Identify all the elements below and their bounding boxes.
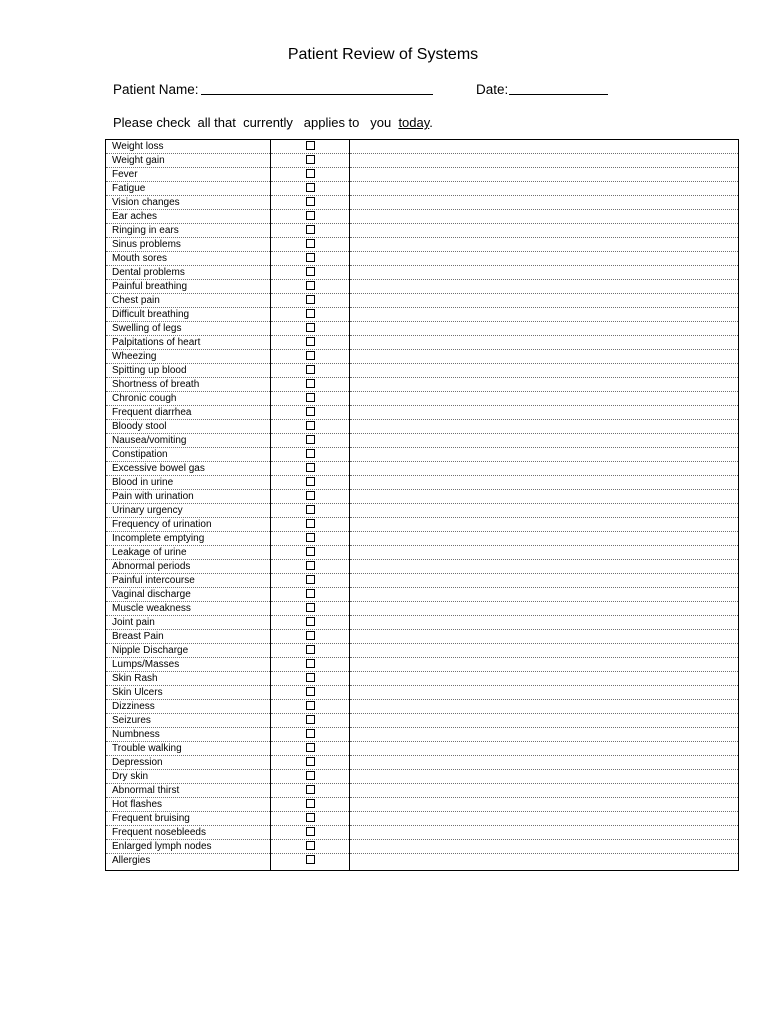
table-row [106,784,739,798]
checkbox-cell [271,756,350,770]
checkbox-cell [271,574,350,588]
notes-cell[interactable] [350,756,739,770]
table-row [106,308,739,322]
symptom-label: Blood in urine [106,476,271,490]
table-row [106,392,739,406]
symptom-label: Joint pain [106,616,271,630]
checkbox-cell [271,588,350,602]
symptom-checkbox[interactable] [306,491,315,500]
checkbox-cell [271,266,350,280]
symptom-label: Hot flashes [106,798,271,812]
symptom-checkbox[interactable] [306,659,315,668]
checkbox-cell [271,784,350,798]
table-row [106,728,739,742]
checkbox-cell [271,630,350,644]
symptom-label: Sinus problems [106,238,271,252]
checkbox-cell [271,504,350,518]
symptom-label: Lumps/Masses [106,658,271,672]
notes-cell[interactable] [350,490,739,504]
symptom-checkbox[interactable] [306,701,315,710]
checkbox-cell [271,602,350,616]
symptom-checkbox[interactable] [306,351,315,360]
notes-cell[interactable] [350,280,739,294]
checkbox-cell [271,182,350,196]
table-row [106,658,739,672]
notes-cell[interactable] [350,672,739,686]
checkbox-cell [271,658,350,672]
symptom-checkbox[interactable] [306,323,315,332]
table-row [106,504,739,518]
symptom-label: Skin Ulcers [106,686,271,700]
notes-cell[interactable] [350,294,739,308]
symptom-checkbox[interactable] [306,449,315,458]
symptom-checkbox[interactable] [306,421,315,430]
symptom-label: Urinary urgency [106,504,271,518]
table-row [106,560,739,574]
symptom-label: Nipple Discharge [106,644,271,658]
notes-cell[interactable] [350,588,739,602]
checkbox-cell [271,294,350,308]
symptom-table [105,139,739,871]
symptom-checkbox[interactable] [306,211,315,220]
symptom-checkbox[interactable] [306,477,315,486]
checkbox-cell [271,140,350,154]
notes-cell[interactable] [350,546,739,560]
symptom-checkbox[interactable] [306,533,315,542]
notes-cell[interactable] [350,196,739,210]
symptom-label: Pain with urination [106,490,271,504]
table-row [106,840,739,854]
notes-cell[interactable] [350,602,739,616]
symptom-label: Painful breathing [106,280,271,294]
checkbox-cell [271,462,350,476]
notes-cell[interactable] [350,238,739,252]
symptom-label: Vaginal discharge [106,588,271,602]
checkbox-cell [271,686,350,700]
notes-cell[interactable] [350,182,739,196]
checkbox-cell [271,224,350,238]
symptom-checkbox[interactable] [306,463,315,472]
checkbox-cell [271,252,350,266]
symptom-checkbox[interactable] [306,169,315,178]
notes-cell[interactable] [350,308,739,322]
symptom-label: Dry skin [106,770,271,784]
symptom-checkbox[interactable] [306,827,315,836]
symptom-checkbox[interactable] [306,799,315,808]
symptom-label: Fatigue [106,182,271,196]
table-row [106,350,739,364]
symptom-label: Trouble walking [106,742,271,756]
table-row [106,490,739,504]
checkbox-cell [271,812,350,826]
notes-cell[interactable] [350,434,739,448]
symptom-label: Enlarged lymph nodes [106,840,271,854]
table-row [106,770,739,784]
symptom-checkbox[interactable] [306,673,315,682]
notes-cell[interactable] [350,350,739,364]
notes-cell[interactable] [350,798,739,812]
notes-cell[interactable] [350,462,739,476]
symptom-checkbox[interactable] [306,547,315,556]
checkbox-cell [271,280,350,294]
symptom-checkbox[interactable] [306,519,315,528]
checkbox-cell [271,742,350,756]
notes-cell[interactable] [350,854,739,871]
table-row [106,336,739,350]
notes-cell[interactable] [350,140,739,154]
table-row [106,812,739,826]
checkbox-cell [271,308,350,322]
notes-cell[interactable] [350,630,739,644]
notes-cell[interactable] [350,840,739,854]
symptom-checkbox[interactable] [306,757,315,766]
notes-cell[interactable] [350,784,739,798]
checkbox-cell [271,700,350,714]
symptom-checkbox[interactable] [306,813,315,822]
table-row [106,448,739,462]
symptom-label: Abnormal periods [106,560,271,574]
date-field[interactable] [509,94,608,95]
symptom-label: Shortness of breath [106,378,271,392]
checkbox-cell [271,728,350,742]
symptom-label: Palpitations of heart [106,336,271,350]
notes-cell[interactable] [350,392,739,406]
checkbox-cell [271,364,350,378]
symptom-checkbox[interactable] [306,505,315,514]
symptom-label: Leakage of urine [106,546,271,560]
symptom-checkbox[interactable] [306,225,315,234]
table-row [106,574,739,588]
table-row [106,140,739,154]
symptom-checkbox[interactable] [306,743,315,752]
checkbox-cell [271,644,350,658]
symptom-table-body [106,140,739,871]
table-row [106,476,739,490]
symptom-label: Ringing in ears [106,224,271,238]
table-row [106,210,739,224]
symptom-checkbox[interactable] [306,841,315,850]
symptom-checkbox[interactable] [306,253,315,262]
checkbox-cell [271,378,350,392]
checkbox-cell [271,546,350,560]
table-row [106,616,739,630]
table-row [106,644,739,658]
symptom-checkbox[interactable] [306,337,315,346]
symptom-checkbox[interactable] [306,435,315,444]
symptom-checkbox[interactable] [306,197,315,206]
table-row [106,630,739,644]
symptom-label: Chronic cough [106,392,271,406]
table-row [106,280,739,294]
symptom-label: Weight loss [106,140,271,154]
table-row [106,602,739,616]
symptom-label: Fever [106,168,271,182]
symptom-label: Excessive bowel gas [106,462,271,476]
symptom-label: Spitting up blood [106,364,271,378]
notes-cell[interactable] [350,504,739,518]
table-row [106,518,739,532]
symptom-label: Seizures [106,714,271,728]
notes-cell[interactable] [350,574,739,588]
table-row [106,420,739,434]
symptom-checkbox[interactable] [306,281,315,290]
table-row [106,532,739,546]
symptom-checkbox[interactable] [306,729,315,738]
checkbox-cell [271,238,350,252]
checkbox-cell [271,770,350,784]
table-row [106,700,739,714]
symptom-checkbox[interactable] [306,785,315,794]
symptom-checkbox[interactable] [306,155,315,164]
notes-cell[interactable] [350,154,739,168]
notes-cell[interactable] [350,266,739,280]
symptom-checkbox[interactable] [306,771,315,780]
symptom-label: Breast Pain [106,630,271,644]
symptom-label: Wheezing [106,350,271,364]
checkbox-cell [271,518,350,532]
symptom-label: Frequent diarrhea [106,406,271,420]
instruction-text [113,113,433,133]
notes-cell[interactable] [350,364,739,378]
symptom-checkbox[interactable] [306,267,315,276]
notes-cell[interactable] [350,770,739,784]
symptom-label: Difficult breathing [106,308,271,322]
table-row [106,798,739,812]
symptom-label: Vision changes [106,196,271,210]
notes-cell[interactable] [350,252,739,266]
notes-cell[interactable] [350,224,739,238]
instruction-today: today [398,115,430,130]
notes-cell[interactable] [350,322,739,336]
symptom-checkbox[interactable] [306,603,315,612]
table-row [106,252,739,266]
checkbox-cell [271,714,350,728]
checkbox-cell [271,672,350,686]
checkbox-cell [271,476,350,490]
date-label: Date: [476,82,509,97]
symptom-checkbox[interactable] [306,407,315,416]
symptom-label: Incomplete emptying [106,532,271,546]
notes-cell[interactable] [350,826,739,840]
notes-cell[interactable] [350,812,739,826]
notes-cell[interactable] [350,336,739,350]
checkbox-cell [271,336,350,350]
symptom-checkbox[interactable] [306,379,315,388]
symptom-checkbox[interactable] [306,183,315,192]
checkbox-cell [271,434,350,448]
notes-cell[interactable] [350,714,739,728]
checkbox-cell [271,406,350,420]
checkbox-cell [271,154,350,168]
notes-cell[interactable] [350,532,739,546]
symptom-label: Frequency of urination [106,518,271,532]
table-row [106,196,739,210]
checkbox-cell [271,532,350,546]
checkbox-cell [271,798,350,812]
checkbox-cell [271,854,350,871]
symptom-label: Constipation [106,448,271,462]
table-row [106,714,739,728]
checkbox-cell [271,840,350,854]
symptom-label: Chest pain [106,294,271,308]
symptom-label: Weight gain [106,154,271,168]
table-row [106,756,739,770]
table-row [106,154,739,168]
symptom-checkbox[interactable] [306,715,315,724]
checkbox-cell [271,322,350,336]
notes-cell[interactable] [350,378,739,392]
checkbox-cell [271,420,350,434]
symptom-label: Bloody stool [106,420,271,434]
checkbox-cell [271,196,350,210]
symptom-label: Frequent nosebleeds [106,826,271,840]
table-row [106,238,739,252]
table-row [106,854,739,871]
table-row [106,588,739,602]
notes-cell[interactable] [350,448,739,462]
symptom-checkbox[interactable] [306,309,315,318]
instruction-prefix: Please check all that currently applies to you [113,115,399,130]
table-row [106,224,739,238]
table-row [106,742,739,756]
checkbox-cell [271,168,350,182]
table-row [106,378,739,392]
symptom-checkbox[interactable] [306,631,315,640]
notes-cell[interactable] [350,168,739,182]
symptom-checkbox[interactable] [306,645,315,654]
symptom-label: Mouth sores [106,252,271,266]
symptom-checkbox[interactable] [306,365,315,374]
notes-cell[interactable] [350,518,739,532]
checkbox-cell [271,616,350,630]
table-row [106,686,739,700]
symptom-checkbox[interactable] [306,141,315,150]
symptom-checkbox[interactable] [306,589,315,598]
symptom-label: Muscle weakness [106,602,271,616]
checkbox-cell [271,826,350,840]
symptom-checkbox[interactable] [306,855,315,864]
symptom-checkbox[interactable] [306,575,315,584]
symptom-label: Nausea/vomiting [106,434,271,448]
symptom-label: Frequent bruising [106,812,271,826]
table-row [106,182,739,196]
checkbox-cell [271,350,350,364]
notes-cell[interactable] [350,616,739,630]
symptom-label: Skin Rash [106,672,271,686]
instruction-suffix: . [429,115,433,130]
symptom-checkbox[interactable] [306,393,315,402]
symptom-checkbox[interactable] [306,239,315,248]
patient-name-field[interactable] [201,94,433,95]
notes-cell[interactable] [350,644,739,658]
table-row [106,546,739,560]
checkbox-cell [271,490,350,504]
symptom-checkbox[interactable] [306,617,315,626]
symptom-checkbox[interactable] [306,295,315,304]
symptom-label: Numbness [106,728,271,742]
table-row [106,364,739,378]
table-row [106,406,739,420]
table-row [106,168,739,182]
checkbox-cell [271,560,350,574]
symptom-label: Swelling of legs [106,322,271,336]
symptom-label: Allergies [106,854,271,871]
notes-cell[interactable] [350,560,739,574]
notes-cell[interactable] [350,406,739,420]
notes-cell[interactable] [350,210,739,224]
table-row [106,322,739,336]
table-row [106,434,739,448]
checkbox-cell [271,210,350,224]
table-row [106,672,739,686]
form-title: Patient Review of Systems [287,46,479,63]
symptom-label: Abnormal thirst [106,784,271,798]
checkbox-cell [271,392,350,406]
notes-cell[interactable] [350,686,739,700]
table-row [106,294,739,308]
table-row [106,462,739,476]
notes-cell[interactable] [350,728,739,742]
symptom-checkbox[interactable] [306,687,315,696]
symptom-label: Ear aches [106,210,271,224]
symptom-label: Depression [106,756,271,770]
symptom-label: Dizziness [106,700,271,714]
notes-cell[interactable] [350,700,739,714]
table-row [106,266,739,280]
notes-cell[interactable] [350,742,739,756]
notes-cell[interactable] [350,476,739,490]
symptom-label: Dental problems [106,266,271,280]
table-row [106,826,739,840]
symptom-label: Painful intercourse [106,574,271,588]
notes-cell[interactable] [350,420,739,434]
patient-name-label: Patient Name: [113,82,199,97]
symptom-checkbox[interactable] [306,561,315,570]
notes-cell[interactable] [350,658,739,672]
checkbox-cell [271,448,350,462]
